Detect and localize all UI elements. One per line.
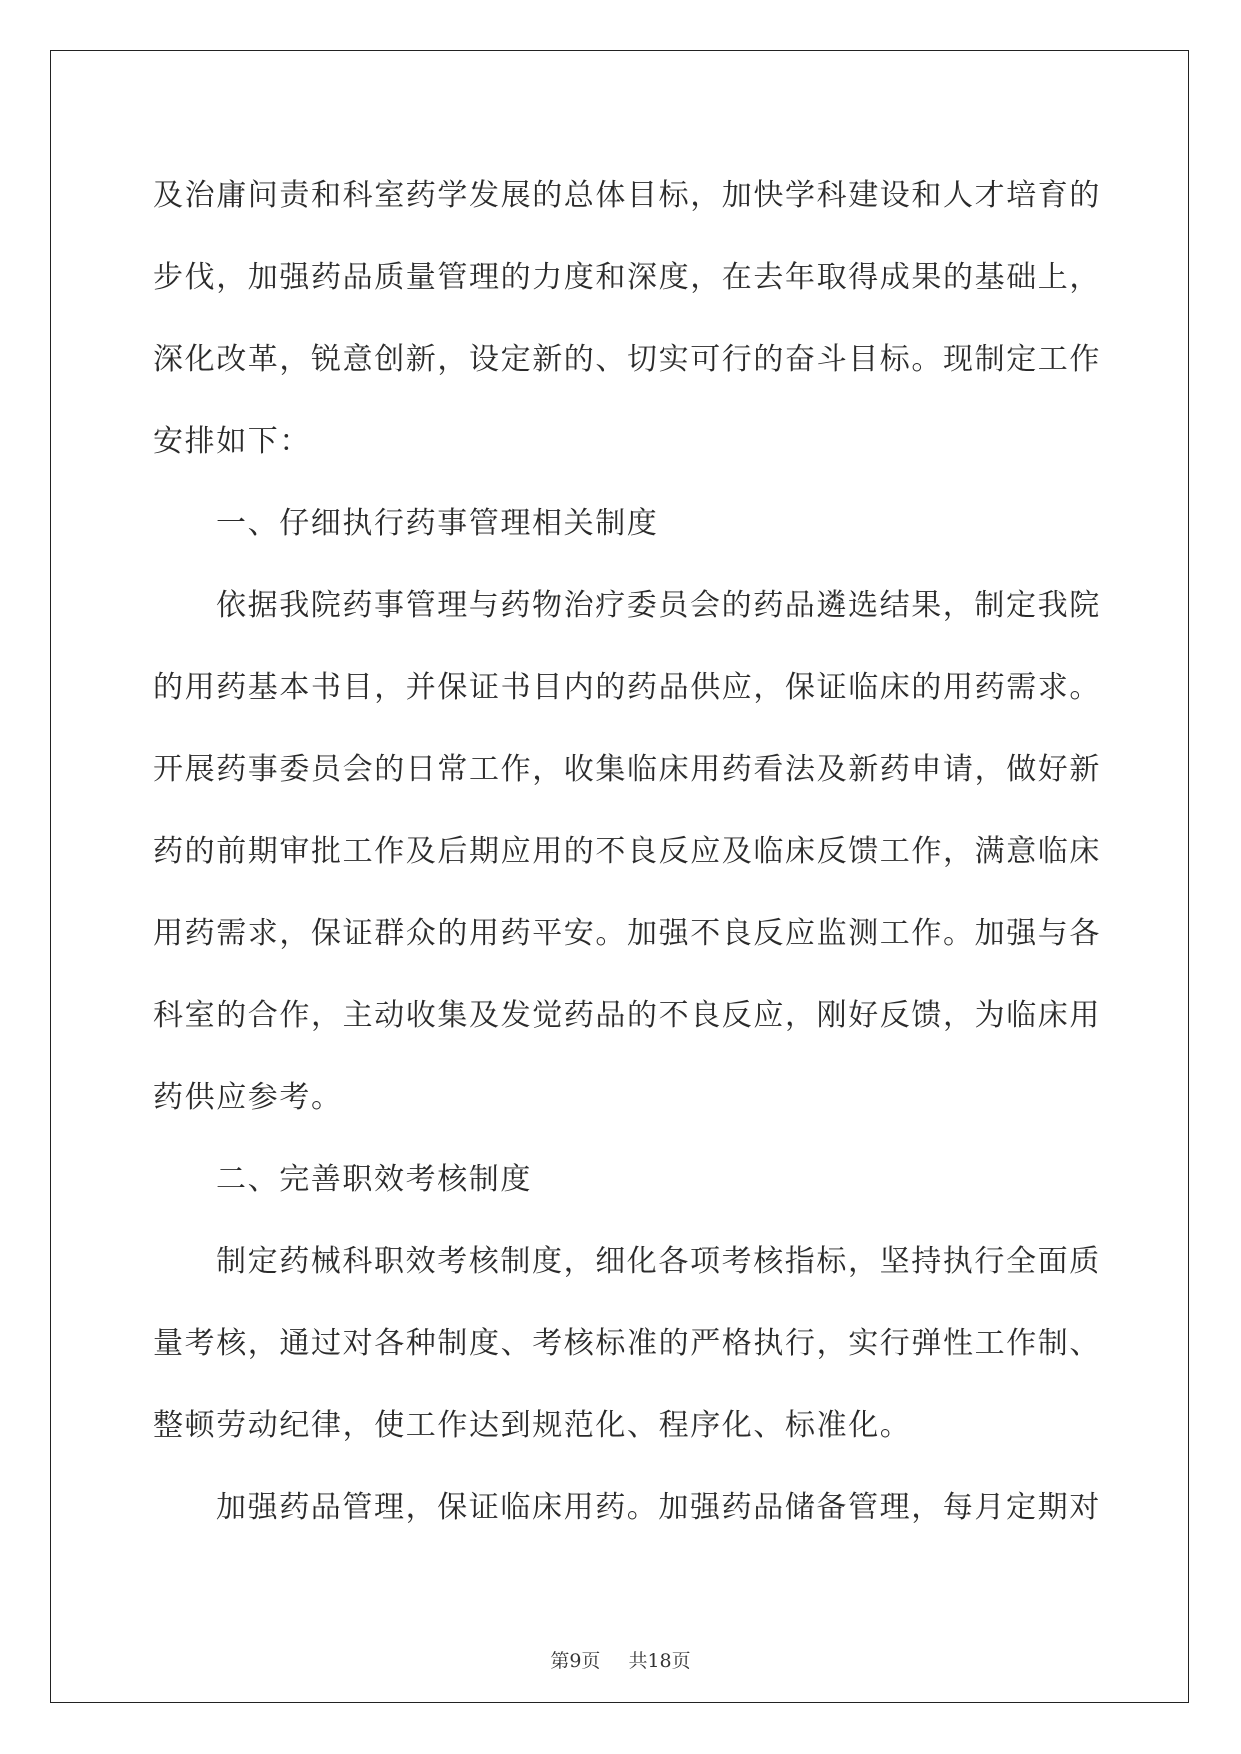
section-heading-1: 一、仔细执行药事管理相关制度 bbox=[216, 506, 659, 541]
text-line-1: 及治庸问责和科室药学发展的总体目标，加快学科建设和人才培育的 bbox=[153, 178, 1101, 213]
text-line-9: 药的前期审批工作及后期应用的不良反应及临床反馈工作，满意临床 bbox=[153, 834, 1101, 869]
text-line-11: 科室的合作，主动收集及发觉药品的不良反应，刚好反馈，为临床用 bbox=[153, 998, 1101, 1033]
text-line-16: 整顿劳动纪律，使工作达到规范化、程序化、标准化。 bbox=[153, 1408, 912, 1443]
text-line-8: 开展药事委员会的日常工作，收集临床用药看法及新药申请，做好新 bbox=[153, 752, 1101, 787]
text-line-7: 的用药基本书目，并保证书目内的药品供应，保证临床的用药需求。 bbox=[153, 670, 1101, 705]
document-body bbox=[153, 155, 1101, 1549]
text-line-17: 加强药品管理，保证临床用药。加强药品储备管理，每月定期对 bbox=[216, 1490, 1101, 1525]
total-pages: 共18页 bbox=[628, 1650, 691, 1672]
text-line-10: 用药需求，保证群众的用药平安。加强不良反应监测工作。加强与各 bbox=[153, 916, 1101, 951]
text-line-6: 依据我院药事管理与药物治疗委员会的药品遴选结果，制定我院 bbox=[216, 588, 1101, 623]
text-line-3: 深化改革，锐意创新，设定新的、切实可行的奋斗目标。现制定工作 bbox=[153, 342, 1101, 377]
current-page-number: 第9页 bbox=[550, 1650, 601, 1672]
text-line-2: 步伐，加强药品质量管理的力度和深度，在去年取得成果的基础上， bbox=[153, 260, 1101, 295]
text-line-12: 药供应参考。 bbox=[153, 1080, 343, 1115]
section-heading-2: 二、完善职效考核制度 bbox=[216, 1162, 532, 1197]
text-line-15: 量考核，通过对各种制度、考核标准的严格执行，实行弹性工作制、 bbox=[153, 1326, 1101, 1361]
page-footer bbox=[0, 1646, 1241, 1673]
text-line-14: 制定药械科职效考核制度，细化各项考核指标，坚持执行全面质 bbox=[216, 1244, 1101, 1279]
text-line-4: 安排如下： bbox=[153, 424, 311, 459]
